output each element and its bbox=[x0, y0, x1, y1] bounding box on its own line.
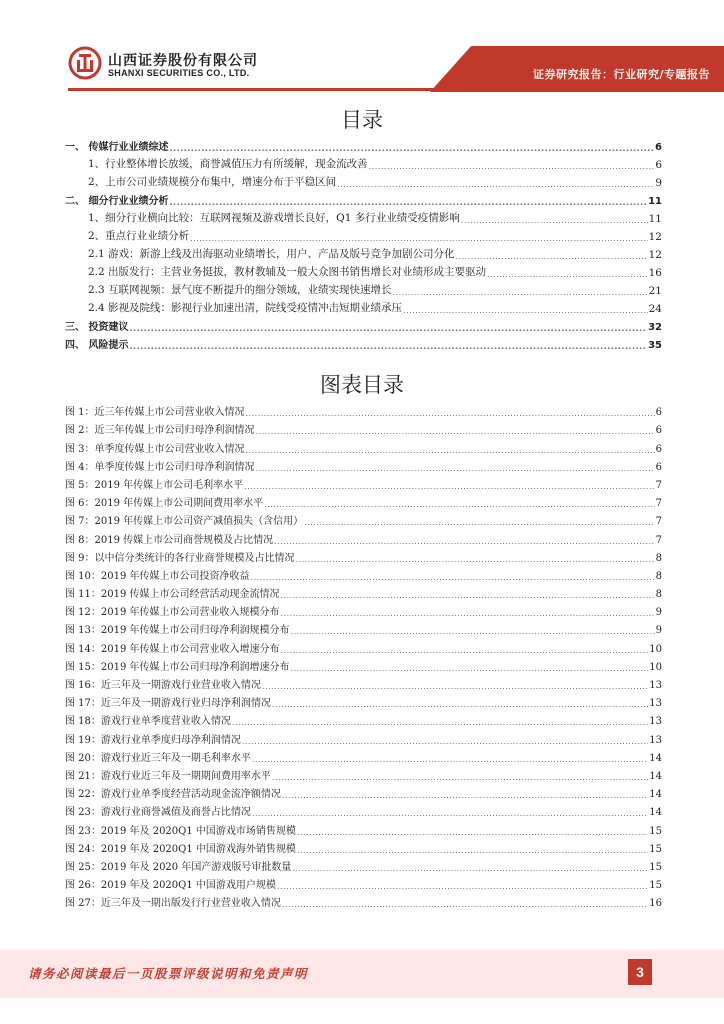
figure-entry[interactable]: 图 5：2019 年传媒上市公司毛利率水平 ..... 7 bbox=[65, 473, 662, 491]
toc-entry[interactable]: 三、 投资建议 ..... 32 bbox=[65, 315, 662, 333]
toc-entry[interactable]: 2、上市公司业绩规模分布集中，增速分布于平稳区间 ..... 9 bbox=[65, 171, 662, 189]
report-type: 证券研究报告：行业研究/专题报告 bbox=[532, 68, 710, 81]
figure-entry[interactable]: 图 7：2019 年传媒上市公司资产减值损失（含信用） ..... 7 bbox=[65, 509, 662, 527]
figure-entry[interactable]: 图 4：单季度传媒上市公司归母净利润情况 ..... 6 bbox=[65, 455, 662, 473]
toc-entry[interactable]: 二、 细分行业业绩分析 ..... 11 bbox=[65, 189, 662, 207]
toc-entry[interactable]: 1、细分行业横向比较：互联网视频及游戏增长良好，Q1 多行业业绩受疫情影响 ..... 11 bbox=[65, 207, 662, 225]
toc-entry[interactable]: 一、 传媒行业业绩综述 ..... 6 bbox=[65, 135, 662, 153]
figure-entry[interactable]: 图 20：游戏行业近三年及一期毛利率水平 ..... 14 bbox=[65, 746, 662, 764]
figure-entry[interactable]: 图 14：2019 年传媒上市公司营业收入增速分布 ..... 10 bbox=[65, 636, 662, 654]
figure-entry[interactable]: 图 16：近三年及一期游戏行业营业收入情况 ..... 13 bbox=[65, 673, 662, 691]
figure-entry[interactable]: 图 9：以中信分类统计的各行业商誉规模及占比情况 ..... 8 bbox=[65, 546, 662, 564]
figure-entry[interactable]: 图 22：游戏行业单季度经营活动现金流净额情况 ..... 14 bbox=[65, 782, 662, 800]
toc-title: 目录 bbox=[341, 108, 383, 132]
toc-entry[interactable]: 2.1 游戏：新游上线及出海驱动业绩增长，用户、产品及版号竞争加剧公司分化 ..... 12 bbox=[65, 243, 662, 261]
figure-entry[interactable]: 图 10：2019 年传媒上市公司投资净收益 ..... 8 bbox=[65, 564, 662, 582]
toc-entry[interactable]: 四、 风险提示 ..... 35 bbox=[65, 333, 662, 351]
toc-entry[interactable]: 2、重点行业业绩分析 ..... 12 bbox=[65, 225, 662, 243]
figure-entry[interactable]: 图 6：2019 年传媒上市公司期间费用率水平 ..... 7 bbox=[65, 491, 662, 509]
figure-entry[interactable]: 图 24：2019 年及 2020Q1 中国游戏海外销售规模 ..... 15 bbox=[65, 837, 662, 855]
figure-entry[interactable]: 图 13：2019 年传媒上市公司归母净利润规模分布 ..... 9 bbox=[65, 618, 662, 636]
toc-entry[interactable]: 2.4 影视及院线：影视行业加速出清，院线受疫情冲击短期业绩承压 ..... 24 bbox=[65, 297, 662, 315]
toc-entry[interactable]: 2.3 互联网视频：景气度不断提升的细分领域，业绩实现快速增长 ..... 21 bbox=[65, 279, 662, 297]
figure-entry[interactable]: 图 12：2019 年传媒上市公司营业收入规模分布 ..... 9 bbox=[65, 600, 662, 618]
figure-entry[interactable]: 图 27：近三年及一期出版发行行业营业收入情况 ..... 16 bbox=[65, 891, 662, 909]
toc-entry[interactable]: 1、行业整体增长放缓，商誉减值压力有所缓解，现金流改善 ..... 6 bbox=[65, 153, 662, 171]
figure-entry[interactable]: 图 19：游戏行业单季度归母净利润情况 ..... 13 bbox=[65, 727, 662, 745]
figure-list-title: 图表目录 bbox=[320, 373, 404, 397]
figure-entry[interactable]: 图 2：近三年传媒上市公司归母净利润情况 ..... 6 bbox=[65, 418, 662, 436]
header-rule bbox=[68, 88, 724, 91]
figure-entry[interactable]: 图 17：近三年及一期游戏行业归母净利润情况 ..... 13 bbox=[65, 691, 662, 709]
figure-entry[interactable]: 图 18：游戏行业单季度营业收入情况 ..... 13 bbox=[65, 709, 662, 727]
page-number: 3 bbox=[628, 959, 652, 985]
toc-list bbox=[65, 135, 662, 351]
company-name-cn: 山西证券股份有限公司 bbox=[108, 53, 258, 69]
figure-entry[interactable]: 图 25：2019 年及 2020 年国产游戏版号审批数量 ..... 15 bbox=[65, 855, 662, 873]
figure-entry[interactable]: 图 15：2019 年传媒上市公司归母净利润增速分布 ..... 10 bbox=[65, 655, 662, 673]
figure-entry[interactable]: 图 26：2019 年及 2020Q1 中国游戏用户规模 ..... 15 bbox=[65, 873, 662, 891]
figure-entry[interactable]: 图 3：单季度传媒上市公司营业收入情况 ..... 6 bbox=[65, 436, 662, 454]
figure-entry[interactable]: 图 23：2019 年及 2020Q1 中国游戏市场销售规模 ..... 15 bbox=[65, 818, 662, 836]
figure-entry[interactable]: 图 23：游戏行业商誉减值及商誉占比情况 ..... 14 bbox=[65, 800, 662, 818]
figure-list bbox=[65, 400, 662, 909]
disclaimer-text: 请务必阅读最后一页股票评级说明和免责声明 bbox=[28, 966, 309, 981]
toc-entry[interactable]: 2.2 出版发行：主营业务挺拔，教材教辅及一般大众图书销售增长对业绩形成主要驱动 ..... 16 bbox=[65, 261, 662, 279]
figure-entry[interactable]: 图 21：游戏行业近三年及一期期间费用率水平 ..... 14 bbox=[65, 764, 662, 782]
company-name-en: SHANXI SECURITIES CO., LTD. bbox=[108, 68, 250, 78]
company-logo-icon bbox=[68, 46, 102, 80]
figure-entry[interactable]: 图 1：近三年传媒上市公司营业收入情况 ..... 6 bbox=[65, 400, 662, 418]
figure-entry[interactable]: 图 11：2019 传媒上市公司经营活动现金流情况 ..... 8 bbox=[65, 582, 662, 600]
figure-entry[interactable]: 图 8：2019 传媒上市公司商誉规模及占比情况 ..... 7 bbox=[65, 527, 662, 545]
